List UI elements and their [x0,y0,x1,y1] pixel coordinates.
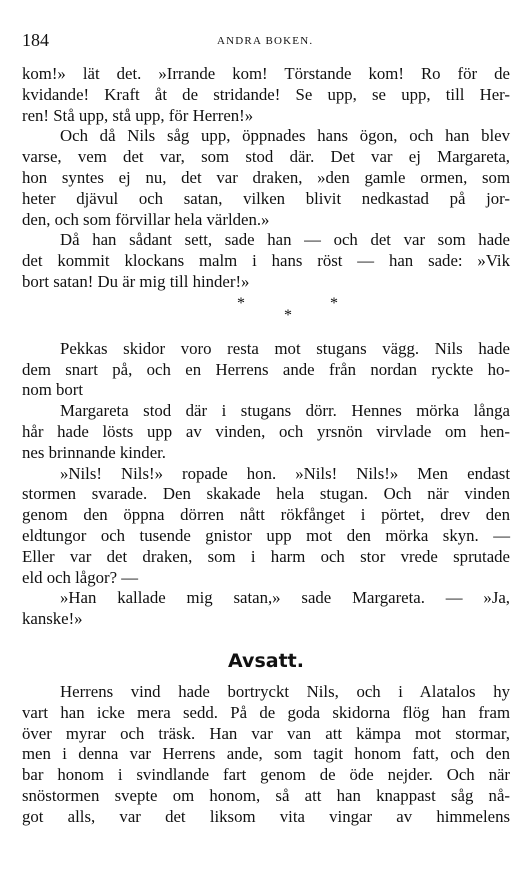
text-block-1 [22,64,510,293]
text-line: varse, vem det var, som stod där. Det var ej Margareta, [22,147,510,167]
text-line: bar honom i svindlande fart genom de öde nejder. Och när [22,765,510,785]
book-page [22,30,510,828]
text-line: Margareta stod där i stugans dörr. Hennes mörka långa [60,401,510,421]
text-line: »Nils! Nils!» ropade hon. »Nils! Nils!» Men endast [60,463,510,483]
text-line: eld och lågor? — [22,567,139,587]
text-line: vart han icke mera sedd. På de goda skidorna flög han fram [22,702,510,722]
text-block-3 [22,682,510,828]
text-line: hon syntes ej nu, det var draken, »den gamle ormen, som [22,167,510,187]
text-line: hår hade lösts upp av vinden, och yrsnön virvlade om hen- [22,421,510,441]
separator-star: * [237,294,245,312]
text-block-2 [22,339,510,630]
text-line: snöstormen svepte om honom, så att han knappast såg nå- [22,785,510,805]
text-line: stormen svarade. Den skakade hela stugan. Och när vinden [22,484,510,504]
text-line: nom bort [22,380,84,400]
separator-star: * [330,294,338,312]
text-line: eldtungor och tusende gnistor upp mot den mörka skyn. — [22,525,510,545]
text-line: den, och som förvillar hela världen.» [22,209,270,229]
text-line: Då han sådant sett, sade han — och det var som hade [60,230,510,250]
text-line: ren! Stå upp, stå upp, för Herren!» [22,105,254,125]
text-line: bort satan! Du är mig till hinder!» [22,271,250,291]
separator-star: * [284,306,292,324]
text-line: Pekkas skidor voro resta mot stugans vägg. Nils hade [60,338,510,358]
text-line: nes brinnande kinder. [22,442,167,462]
text-line: heter djävul och satan, vilken blivit nedkastad på jor- [22,188,510,208]
text-line: dem snart på, och en Herrens ande från nordan ryckte ho- [22,359,510,379]
text-line: men i denna var Herrens ande, som tagit honom fatt, och den [22,744,510,764]
running-head: ANDRA BOKEN. [217,35,314,47]
text-line: »Han kallade mig satan,» sade Margareta. — »Ja, [60,588,510,608]
text-line: över myrar och träsk. Han var van att kämpa mot stormar, [22,723,510,743]
section-separator [22,293,510,339]
text-line: det kommit klockans malm i hans röst — han sade: »Vik [22,251,510,271]
page-number: 184 [22,30,49,50]
section-heading: Avsatt. [228,649,304,672]
text-line: Och då Nils såg upp, öppnades hans ögon, och han blev [60,126,510,146]
text-line: kvidande! Kraft åt de stridande! Se upp, se upp, till Her- [22,84,510,104]
text-line: Herrens vind hade bortryckt Nils, och i Alatalos hy [60,681,510,701]
text-line: got alls, var det liksom vita vingar av himmelens [22,806,510,826]
text-line: kanske!» [22,609,83,629]
text-line: genom den öppna dörren nått rökfånget i pörtet, drev den [22,505,510,525]
page-header [22,30,510,58]
text-line: kom!» lät det. »Irrande kom! Törstande kom! Ro för de [22,64,510,83]
text-line: Eller var det draken, som i harm och stor vrede sprutade [22,546,510,566]
